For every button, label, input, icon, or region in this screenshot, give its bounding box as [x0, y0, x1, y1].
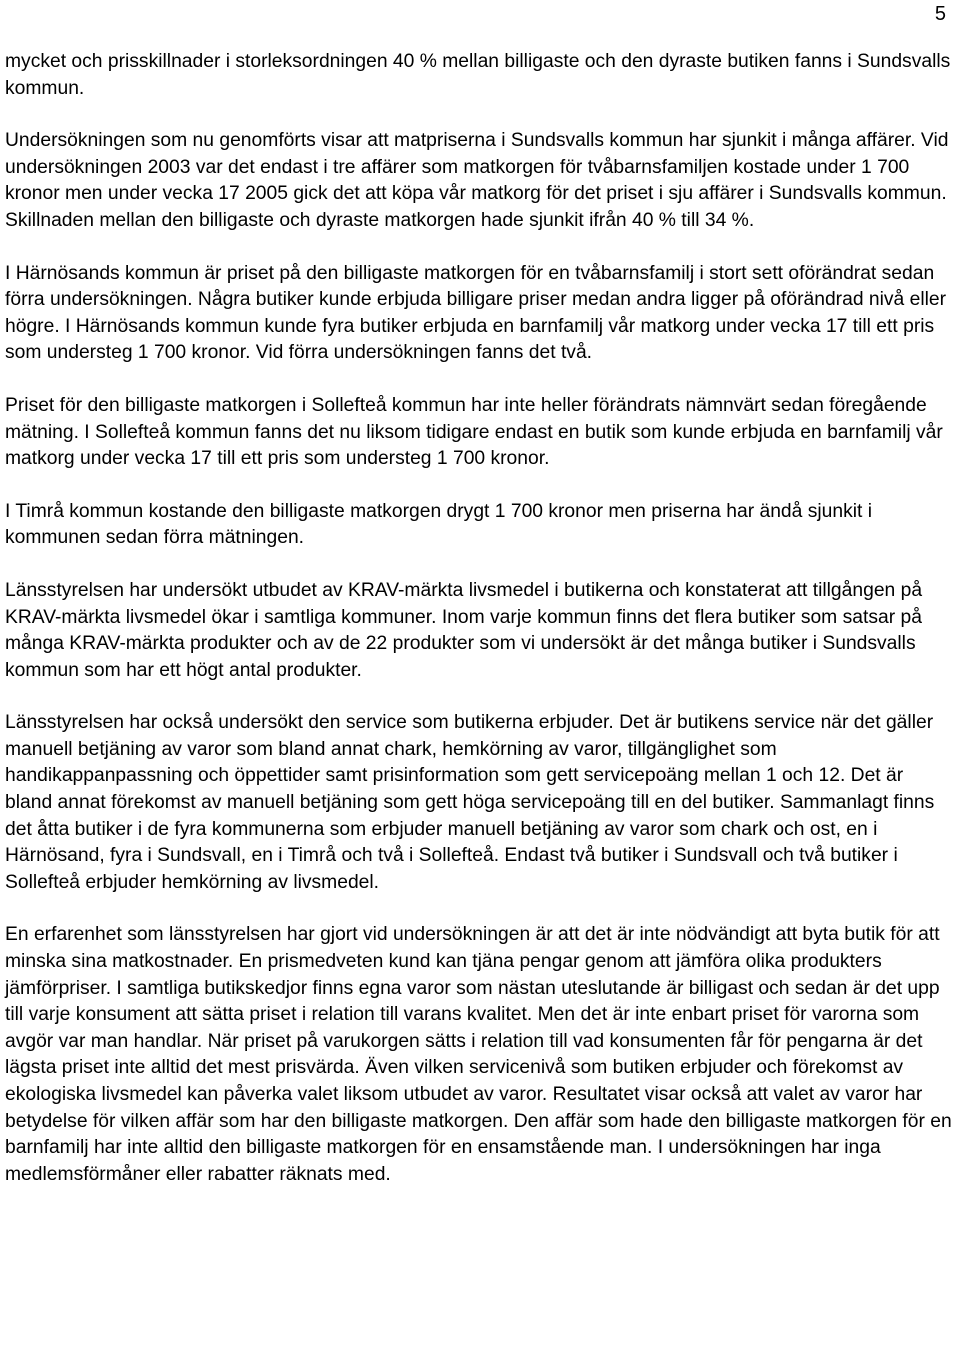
document-body: [5, 49, 955, 1188]
paragraph-sundsvall: Undersökningen som nu genomförts visar att matpriserna i Sundsvalls kommun har sjunkit i många affärer. Vid undersökningen 2003 var det endast i tre affärer som matkorgen för tvåbarnsfamiljen kostade under 1 700 kronor men under vecka 17 2005 gick det att köpa vår matkorg för det priset i sju affärer i Sundsvalls kommun. Skillnaden mellan den billigaste och dyraste matkorgen hade sjunkit ifrån 40 % till 34 %.: [5, 130, 949, 231]
paragraph-timra: I Timrå kommun kostande den billigaste matkorgen drygt 1 700 kronor men priserna har ändå sjunkit i kommunen sedan förra mätningen.: [5, 500, 873, 549]
paragraph-krav: Länsstyrelsen har undersökt utbudet av KRAV-märkta livsmedel i butikerna och konstaterat att tillgången på KRAV-märkta livsmedel ökar i samtliga kommuner. Inom varje kommun finns det flera butiker som satsar på många KRAV-märkta produkter och av de 22 produkter som vi undersökt är det många butiker i Sundsvalls kommun som har ett högt antal produkter.: [5, 579, 923, 681]
paragraph-conclusion: En erfarenhet som länsstyrelsen har gjort vid undersökningen är att det är inte nödvändigt att byta butik för att minska sina matkostnader. En prismedveten kund kan tjäna pengar genom att jämföra olika produkters jämförpriser. I samtliga butikskedjor finns egna varor som nästan uteslutande är billigast och sedan är det upp till varje konsument att sätta priset i relation till varans kvalitet. Men det är inte enbart priset för varorna som avgör var man handlar. När priset på varukorgen sätts i relation till vad konsumenten får för pengarna är det lägsta priset inte alltid det mest prisvärda. Även vilken servicenivå som butiken erbjuder och förekomst av ekologiska livsmedel kan påverka valet liksom utbudet av varor. Resultatet visar också att valet av varor har betydelse för vilken affär som har den billigaste matkorgen. Den affär som hade den billigaste matkorgen för en barnfamilj har inte alltid den billigaste matkorgen för en ensamstående man. I undersökningen har inga medlemsförmåner eller rabatter räknats med.: [5, 924, 952, 1185]
paragraph-solleftea: Priset för den billigaste matkorgen i Sollefteå kommun har inte heller förändrats nämnvärt sedan föregående mätning. I Sollefteå kommun fanns det nu liksom tidigare endast en butik som kunde erbjuda en barnfamilj vår matkorg under vecka 17 till ett pris som understeg 1 700 kronor.: [5, 394, 943, 470]
paragraph-service: Länsstyrelsen har också undersökt den service som butikerna erbjuder. Det är butikens service när det gäller manuell betjäning av varor som bland annat chark, hemkörning av varor, tillgänglighet som handikappanpassning och öppettider samt prisinformation som gett servicepoäng mellan 1 och 12. Det är bland annat förekomst av manuell betjäning som gett höga servicepoäng till en del butiker. Sammanlagt finns det åtta butiker i de fyra kommunerna som erbjuder manuell betjäning av varor som chark och ost, en i Härnösand, fyra i Sundsvall, en i Timrå och två i Sollefteå. Endast två butiker i Sundsvall och två butiker i Sollefteå erbjuder hemkörning av livsmedel.: [5, 712, 935, 893]
paragraph-price-differences: mycket och prisskillnader i storleksordningen 40 % mellan billigaste och den dyraste butiken fanns i Sundsvalls kommun.: [5, 51, 951, 99]
page-number: 5: [934, 3, 946, 25]
paragraph-harnosand: I Härnösands kommun är priset på den billigaste matkorgen för en tvåbarnsfamilj i stort sett oförändrat sedan förra undersökningen. Några butiker kunde erbjuda billigare priser medan andra ligger på oförändrad nivå eller högre. I Härnösands kommun kunde fyra butiker erbjuda en barnfamilj vår matkorg under vecka 17 till ett pris som understeg 1 700 kronor. Vid förra undersökningen fanns det två.: [5, 262, 947, 364]
